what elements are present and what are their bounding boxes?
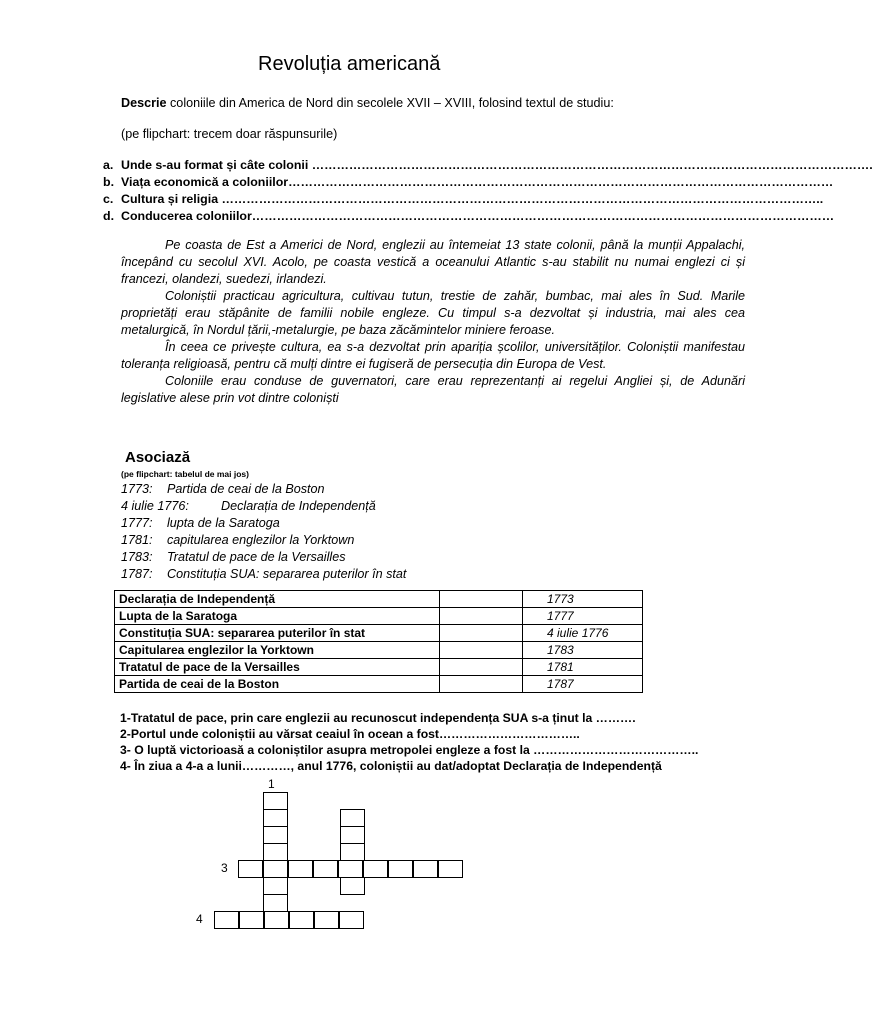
study-paragraph: Coloniile erau conduse de guvernatori, care erau reprezentanți ai regelui Angliei și, de Adunări legislative alese prin vot dintre coloniști — [121, 374, 745, 405]
crossword-cell[interactable] — [263, 826, 288, 844]
table-cell-blank[interactable] — [440, 608, 523, 625]
question-d: d. Conducerea coloniilor…………………………………………………………………………………………………………………………… — [103, 209, 835, 223]
table-cell-blank[interactable] — [440, 676, 523, 693]
crossword-cell[interactable] — [264, 911, 289, 929]
table-cell-event: Declarația de Independență — [115, 591, 440, 608]
table-cell-year: 1781 — [523, 659, 643, 676]
table-row — [115, 676, 643, 693]
table-cell-blank[interactable] — [440, 642, 523, 659]
table-row — [115, 608, 643, 625]
crossword-clue-3: 3- O luptă victorioasă a coloniștilor asupra metropolei engleze a fost la ………………………………….. — [120, 743, 699, 757]
table-cell-event: Partida de ceai de la Boston — [115, 676, 440, 693]
table-row — [115, 642, 643, 659]
crossword-clue-2: 2-Portul unde coloniștii au vărsat ceaiul în ocean a fost…………………………….. — [120, 727, 580, 741]
table-cell-event: Tratatul de pace de la Versailles — [115, 659, 440, 676]
crossword-cell[interactable] — [263, 792, 288, 810]
crossword-cell[interactable] — [339, 911, 364, 929]
event-item: 1777: lupta de la Saratoga — [121, 516, 280, 530]
crossword-number-1: 1 — [268, 777, 275, 791]
page-title: Revoluția americană — [258, 53, 441, 75]
question-a: a. Unde s-au format și câte colonii ………………………………………………………………………………………………………………………. — [103, 158, 873, 172]
instruction-lead: Descrie — [121, 96, 167, 110]
table-cell-blank[interactable] — [440, 591, 523, 608]
study-paragraph: În ceea ce privește cultura, ea s-a dezvoltat prin apariția școlilor, universităților. Coloniștii manifestau toleranța religioasă, pentru că mulți dintre ei fugiseră de persecuția din Europa de Vest. — [121, 340, 745, 371]
table-cell-event: Constituția SUA: separarea puterilor în stat — [115, 625, 440, 642]
table-cell-event: Capitularea englezilor la Yorktown — [115, 642, 440, 659]
association-title: Asociază — [125, 449, 191, 466]
crossword-cell[interactable] — [314, 911, 339, 929]
table-row — [115, 625, 643, 642]
crossword-cell[interactable] — [238, 860, 263, 878]
study-text — [121, 237, 745, 407]
crossword-cell[interactable] — [363, 860, 388, 878]
crossword-cell[interactable] — [263, 860, 288, 878]
association-table — [114, 590, 643, 693]
table-row — [115, 591, 643, 608]
table-cell-blank[interactable] — [440, 659, 523, 676]
table-cell-year: 1773 — [523, 591, 643, 608]
crossword-cell[interactable] — [338, 860, 363, 878]
table-cell-blank[interactable] — [440, 625, 523, 642]
instruction-text: coloniile din America de Nord din secolele XVII – XVIII, folosind textul de studiu: — [166, 96, 614, 110]
table-row — [115, 659, 643, 676]
crossword-cell[interactable] — [438, 860, 463, 878]
event-item: 4 iulie 1776: Declarația de Independență — [121, 499, 376, 513]
association-note: (pe flipchart: tabelul de mai jos) — [121, 469, 249, 479]
crossword-cell[interactable] — [413, 860, 438, 878]
crossword-cell[interactable] — [289, 911, 314, 929]
crossword-cell[interactable] — [214, 911, 239, 929]
crossword-cell[interactable] — [340, 860, 365, 878]
event-item: 1773: Partida de ceai de la Boston — [121, 482, 325, 496]
crossword-cell[interactable] — [263, 843, 288, 861]
flipchart-note: (pe flipchart: trecem doar răspunsurile) — [121, 127, 338, 141]
crossword-number-4: 4 — [196, 912, 203, 926]
crossword-cell[interactable] — [340, 843, 365, 861]
table-cell-year: 4 iulie 1776 — [523, 625, 643, 642]
table-cell-year: 1777 — [523, 608, 643, 625]
crossword-clue-1: 1-Tratatul de pace, prin care englezii au recunoscut independența SUA s-a ținut la ………. — [120, 711, 636, 725]
question-c: c. Cultura și religia ……………………………………………………………………………………………………………………………….. — [103, 192, 824, 206]
event-item: 1781: capitularea englezilor la Yorktown — [121, 533, 355, 547]
crossword-number-3: 3 — [221, 861, 228, 875]
crossword-cell[interactable] — [288, 860, 313, 878]
event-item: 1783: Tratatul de pace de la Versailles — [121, 550, 346, 564]
crossword-cell[interactable] — [313, 860, 338, 878]
crossword-cell[interactable] — [239, 911, 264, 929]
crossword-cell[interactable] — [388, 860, 413, 878]
study-paragraph: Coloniștii practicau agricultura, cultivau tutun, trestie de zahăr, bumbac, mai ales în Sud. Marile proprietăți erau stăpânite de familii nobile engleze. Cu timpul s-a dezvoltat și industria, mai ales cea metalurgică, în Nordul țării,-metalurgie, pe baza zăcămintelor miniere feroase. — [121, 289, 745, 337]
table-cell-event: Lupta de la Saratoga — [115, 608, 440, 625]
study-paragraph: Pe coasta de Est a Americi de Nord, englezii au întemeiat 13 state colonii, până la munții Appalachi, începând cu secolul XVI. Acolo, pe coasta vestică a oceanului Atlantic s-au stabilit nu numai englezi ci și francezi, olandezi, suedezi, irlandezi. — [121, 238, 745, 286]
crossword-cell[interactable] — [263, 809, 288, 827]
crossword-cell[interactable] — [263, 894, 288, 912]
table-cell-year: 1783 — [523, 642, 643, 659]
crossword-cell[interactable] — [263, 877, 288, 895]
crossword-cell[interactable] — [340, 809, 365, 827]
crossword-cell[interactable] — [340, 826, 365, 844]
crossword-cell[interactable] — [340, 877, 365, 895]
instruction — [121, 96, 614, 110]
question-b: b. Viața economică a coloniilor…………………………………………………………………………………………………………………… — [103, 175, 834, 189]
crossword-clue-4: 4- În ziua a 4-a a lunii…………, anul 1776, coloniștii au dat/adoptat Declarația de Independență — [120, 759, 662, 773]
event-item: 1787: Constituția SUA: separarea puterilor în stat — [121, 567, 407, 581]
crossword-cell[interactable] — [263, 911, 288, 929]
table-cell-year: 1787 — [523, 676, 643, 693]
